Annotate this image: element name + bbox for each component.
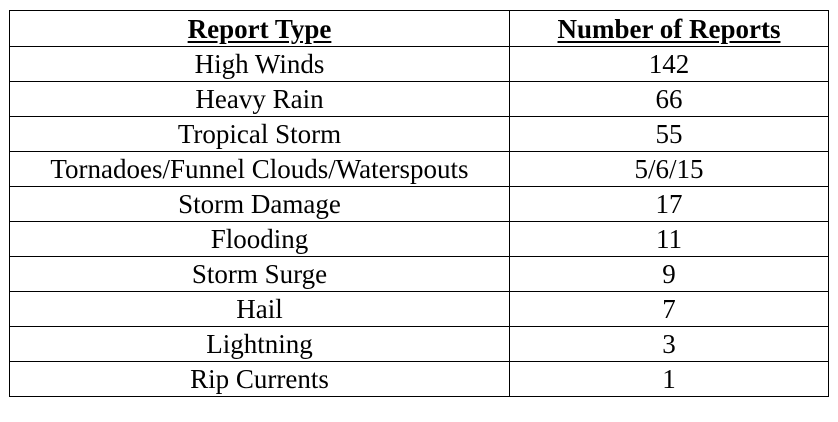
report-type-cell: Flooding bbox=[10, 222, 510, 257]
table-row bbox=[10, 82, 829, 117]
report-table bbox=[9, 10, 829, 397]
table-row bbox=[10, 117, 829, 152]
report-type-cell: Storm Surge bbox=[10, 257, 510, 292]
report-type-cell: Hail bbox=[10, 292, 510, 327]
report-count-cell: 66 bbox=[510, 82, 829, 117]
table-row bbox=[10, 257, 829, 292]
report-count-cell: 55 bbox=[510, 117, 829, 152]
table-row bbox=[10, 327, 829, 362]
report-type-cell: Tornadoes/Funnel Clouds/Waterspouts bbox=[10, 152, 510, 187]
report-count-cell: 5/6/15 bbox=[510, 152, 829, 187]
table-row bbox=[10, 362, 829, 397]
table-row bbox=[10, 222, 829, 257]
header-number-of-reports: Number of Reports bbox=[510, 11, 829, 47]
report-type-cell: Storm Damage bbox=[10, 187, 510, 222]
report-type-cell: Rip Currents bbox=[10, 362, 510, 397]
report-count-cell: 11 bbox=[510, 222, 829, 257]
report-count-cell: 7 bbox=[510, 292, 829, 327]
table-row bbox=[10, 152, 829, 187]
report-type-cell: Heavy Rain bbox=[10, 82, 510, 117]
report-type-cell: Tropical Storm bbox=[10, 117, 510, 152]
report-count-cell: 3 bbox=[510, 327, 829, 362]
report-type-cell: High Winds bbox=[10, 47, 510, 82]
table-row bbox=[10, 187, 829, 222]
report-type-cell: Lightning bbox=[10, 327, 510, 362]
report-count-cell: 142 bbox=[510, 47, 829, 82]
report-count-cell: 1 bbox=[510, 362, 829, 397]
header-report-type: Report Type bbox=[10, 11, 510, 47]
table-row bbox=[10, 47, 829, 82]
report-count-cell: 9 bbox=[510, 257, 829, 292]
header-row bbox=[10, 11, 829, 47]
report-count-cell: 17 bbox=[510, 187, 829, 222]
table-row bbox=[10, 292, 829, 327]
